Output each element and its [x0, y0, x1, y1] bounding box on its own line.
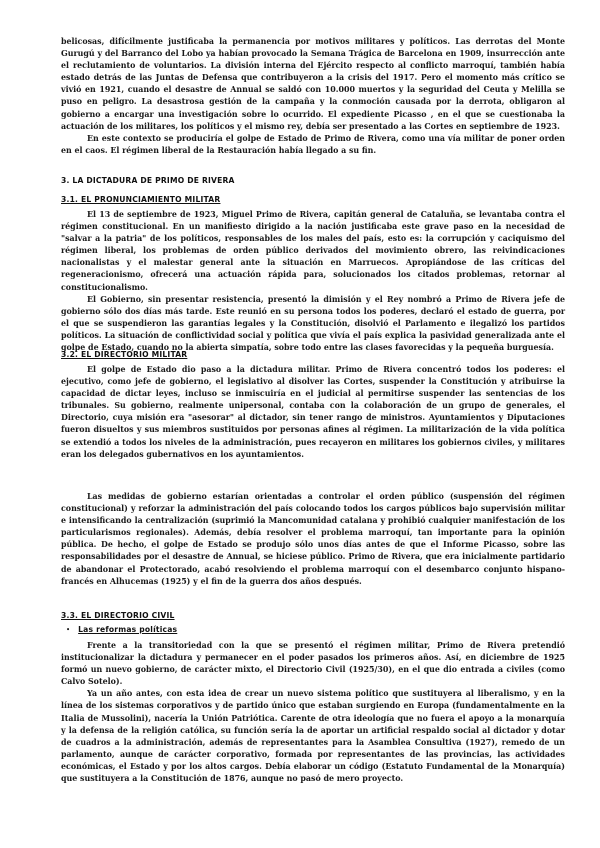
directorio-civil-body	[61, 640, 565, 785]
medidas-body	[61, 491, 565, 588]
directorio-militar-body	[61, 364, 565, 461]
subsection-directorio-civil	[61, 611, 565, 621]
intro-section	[61, 36, 565, 157]
bullet-item	[66, 625, 570, 635]
paragraph-marruecos: belicosas, difícilmente justificaba la permanencia por motivos militares y políticos. Las derrotas del Monte Gurugú y del Barranco del Lobo ya habían provocado la Semana Trágica de Barcelona en 1909, insurrección ante el reclutamiento de voluntarios. La división interna del Ejército respecto al conflicto marroquí, también había estado detrás de las Juntas de Defensa que contribuyeron a la crisis del 1917. Pero el momento más crítico se vivió en 1921, cuando el desastre de Annual se saldó con 10.000 muertos y la seguridad del Ceuta y Melilla se puso en peligro. La desastrosa gestión de la campaña y la conmoción causada por la derrota, obligaron al gobierno a encargar una investigación sobre lo ocurrido. El expediente Picasso , en el que se cuestionaba la actuación de los militares, los políticos y el mismo rey, debía ser presentado a las Cortes en septiembre de 1923.	[61, 37, 565, 131]
subsection-directorio-militar	[61, 350, 565, 360]
paragraph-gobierno-dimision: El Gobierno, sin presentar resistencia, presentó la dimisión y el Rey nombró a Primo de Rivera jefe de gobierno sólo dos días más tarde. Este reunió en su persona todos los poderes, declaró el estado de guerra, por el que se suspendieron las garantías legales y la Constitución, disolvió el Parlamento e ilegalizó los partidos políticos. La situación de conflictividad social y política que vivía el país explica la pasividad generalizada ante el golpe de Estado, cuando no la abierta simpatía, sobre todo entre las clases favorecidas y la pequeña burguesía.	[61, 295, 565, 353]
paragraph-13-septiembre: El 13 de septiembre de 1923, Miguel Primo de Rivera, capitán general de Cataluña, se levantaba contra el régimen constitucional. En un manifiesto dirigido a la nación justificaba este grave paso en la necesidad de "salvar a la patria" de los políticos, responsables de los males del país, esto es: la corrupción y caciquismo del régimen liberal, los problemas de orden público derivados del movimiento obrero, las reivindicaciones nacionalistas y el malestar general ante la situación en Marruecos. Apropiándose de las críticas del regeneracionismo, ofrecerá una actuación rápida para, solucionados los citados problemas, retornar al constitucionalismo.	[61, 210, 565, 292]
paragraph-golpe-dictadura: El golpe de Estado dio paso a la dictadura militar. Primo de Rivera concentró todos los poderes: el ejecutivo, como jefe de gobierno, el legislativo al disolver las Cortes, suspender la Constitución y atribuirse la capacidad de dictar leyes, incluso se inmiscuiría en el judicial al permitirse suspender las sentencias de los tribunales. Su gobierno, realmente unipersonal, contaba con la colaboración de un grupo de generales, el Directorio, cuya misión era "asesorar" al dictador, sin tener rango de ministros. Ayuntamientos y Diputaciones fueron disueltos y sus miembros sustituidos por personas afines al régimen. La militarización de la vida política se extendió a todos los niveles de la administración, pues recayeron en militares los gobiernos civiles, y militares eran los delegados gubernativos en los ayuntamientos.	[61, 365, 565, 459]
bullet-reformas	[66, 625, 570, 635]
subheading-directorio-civil: 3.3. EL DIRECTORIO CIVIL	[61, 611, 175, 620]
subheading-directorio-militar: 3.2. EL DIRECTORIO MILITAR	[61, 350, 188, 359]
paragraph-transitoriedad: Frente a la transitoriedad con la que se presentó el régimen militar, Primo de Rivera pretendió institucionalizar la dictadura y permanecer en el poder pasados los primeros años. Así, en diciembre de 1925 formó un nuevo gobierno, de carácter mixto, el Directorio Civil (1925/30), en el que dio entrada a civiles (como Calvo Sotelo).	[61, 641, 565, 687]
subsection-pronunciamiento	[61, 195, 565, 205]
paragraph-medidas-gobierno: Las medidas de gobierno estarían orientadas a controlar el orden público (suspensión del régimen constitucional) y reforzar la administración del país colocando todos los cargos públicos bajo supervisión militar e intensificando la centralización (suprimió la Mancomunidad catalana y prohibió cualquier manifestación de los particularismos regionales). Además, debía resolver el problema marroquí, tan importante para la opinión pública. De hecho, el golpe de Estado se produjo sólo unos días antes de que el Informe Picasso, sobre las responsabilidades por el desastre de Annual, se hiciese público. Primo de Rivera, que era inicialmente partidario de abandonar el Protectorado, acabó resolviendo el problema marroquí con el desembarco conjunto hispano-francés en Alhucemas (1925) y el fin de la guerra dos años después.	[61, 492, 565, 586]
pronunciamiento-body	[61, 209, 565, 294]
bullet-marker-icon: •	[66, 626, 71, 634]
bullet-label-reformas: Las reformas políticas	[78, 625, 178, 634]
gobierno-body	[61, 294, 565, 354]
paragraph-contexto-golpe: En este contexto se produciría el golpe de Estado de Primo de Rivera, como una vía militar de poner orden en el caos. El régimen liberal de la Restauración había llegado a su fin.	[61, 133, 565, 155]
section-dictadura-heading	[61, 176, 565, 186]
paragraph-union-patriotica: Ya un año antes, con esta idea de crear un nuevo sistema político que sustituyera al liberalismo, y en la línea de los sistemas corporativos y de partido único que estaban surgiendo en Europa (fundamentalmente en la Italia de Mussolini), nacería la Unión Patriótica. Carente de otra ideología que no fuera el apoyo a la monarquía y la defensa de la religión católica, su función sería la de aportar un artificial respaldo social al dictador y dotar de cuadros a la administración, además de representantes para la Asamblea Consultiva (1927), remedo de un parlamento, aunque de carácter corporativo, formada por representantes de las provincias, las actividades económicas, el Estado y por los altos cargos. Debía elaborar un código (Estatuto Fundamental de la Monarquía) que sustituyera a la Constitución de 1876, aunque no pasó de mero proyecto.	[61, 689, 565, 784]
section-heading-dictadura: 3. LA DICTADURA DE PRIMO DE RIVERA	[61, 176, 235, 185]
subheading-pronunciamiento: 3.1. EL PRONUNCIAMIENTO MILITAR	[61, 195, 221, 204]
